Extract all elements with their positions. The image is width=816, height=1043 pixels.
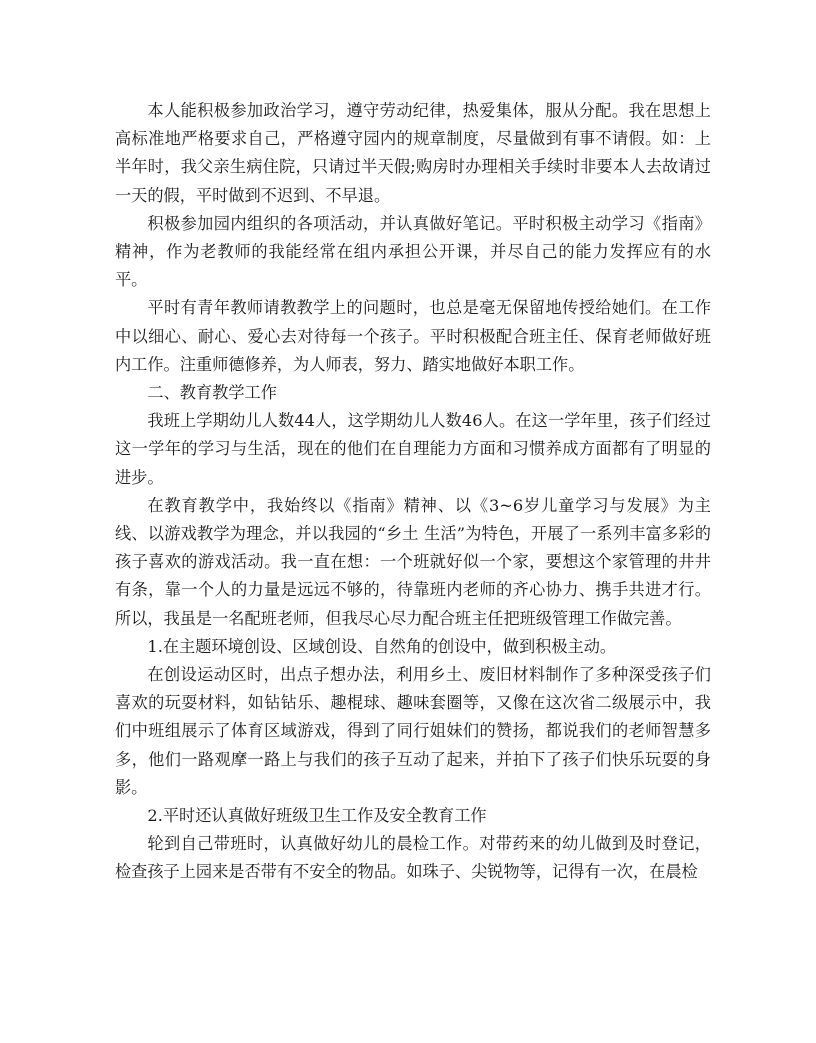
paragraph-class-size: 我班上学期幼儿人数44人，这学期幼儿人数46人。在这一学年里，孩子们经过这一学年的学习与生活，现在的他们在自理能力方面和习惯养成方面都有了明显的进步。 [115, 411, 711, 487]
paragraph-sports-area: 在创设运动区时，出点子想办法，利用乡土、废旧材料制作了多种深受孩子们喜欢的玩耍材料，如钻钻乐、趣棍球、趣味套圈等，又像在这次省二级展示中，我们中班组展示了体育区域游戏，得到了同行姐妹们的赞扬，都说我们的老师智慧多多，他们一路观摩一路上与我们的孩子互动了起来，并拍下了孩子们快乐玩耍的身影。 [115, 665, 711, 797]
paragraph-mentoring: 平时有青年教师请教教学上的问题时，也总是毫无保留地传授给她们。在工作中以细心、耐心、爱心去对待每一个孩子。平时积极配合班主任、保育老师做好班内工作。注重师德修养，为人师表，努力、踏实地做好本职工作。 [115, 298, 711, 374]
paragraph-teaching-approach: 在教育教学中，我始终以《指南》精神、以《3~6岁儿童学习与发展》为主线、以游戏教学为理念，并以我园的“乡土 生活”为特色，开展了一系列丰富多彩的孩子喜欢的游戏活动。我一直在想：一个班就好似一个家，要想这个家管理的井井有条，靠一个人的力量是远远不够的，待靠班内老师的齐心协力、携手共进才行。所以，我虽是一名配班老师，但我尽心尽力配合班主任把班级管理工作做完善。 [115, 495, 711, 628]
section-heading-teaching: 二、教育教学工作 [147, 383, 277, 403]
paragraph-activities: 积极参加园内组织的各项活动，并认真做好笔记。平时积极主动学习《指南》精神，作为老教师的我能经常在组内承担公开课，并尽自己的能力发挥应有的水平。 [115, 213, 711, 290]
paragraph-political-study: 本人能积极参加政治学习，遵守劳动纪律，热爱集体，服从分配。我在思想上高标准地严格要求自己，严格遵守园内的规章制度，尽量做到有事不请假。如：上半年时，我父亲生病住院，只请过半天假;购房时办理相关手续时非要本人去故请过一天的假，平时做到不迟到、不早退。 [115, 101, 711, 205]
document-body [115, 97, 711, 887]
paragraph-morning-check: 轮到自己带班时，认真做好幼儿的晨检工作。对带药来的幼儿做到及时登记，检查孩子上园来是否带有不安全的物品。如珠子、尖锐物等，记得有一次，在晨检 [115, 834, 711, 882]
subheading-environment: 1.在主题环境创设、区域创设、自然角的创设中，做到积极主动。 [147, 636, 617, 656]
subheading-hygiene-safety: 2.平时还认真做好班级卫生工作及安全教育工作 [147, 806, 487, 826]
